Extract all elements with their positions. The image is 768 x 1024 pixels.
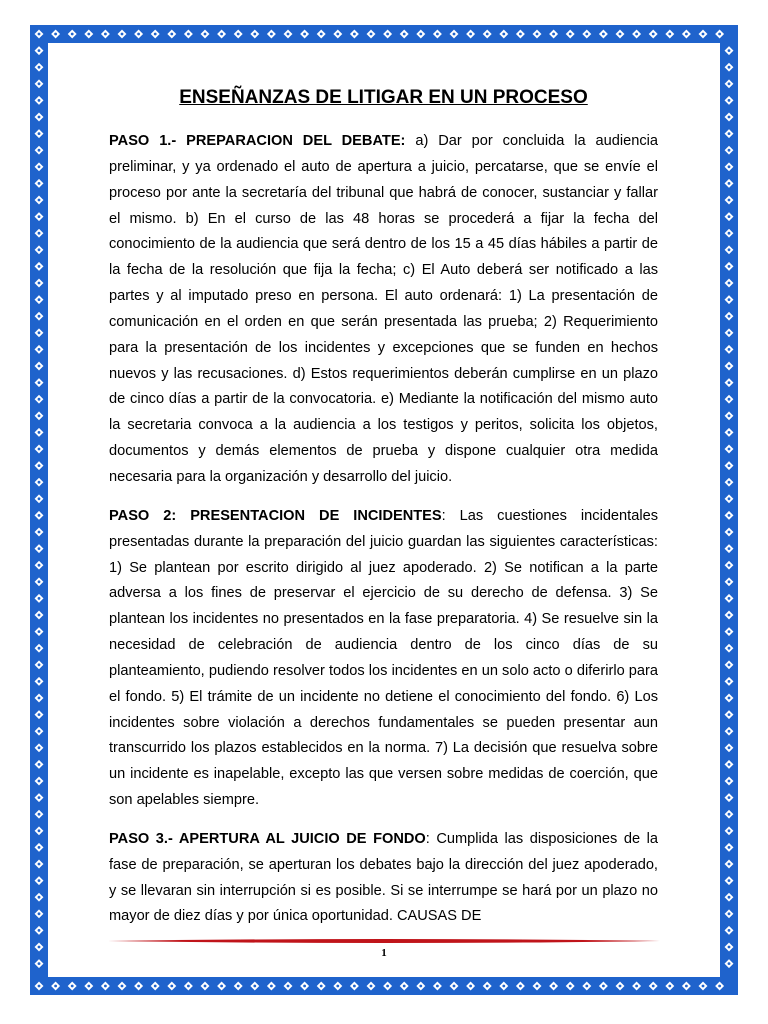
diamond-dot (585, 985, 588, 988)
diamond-dot (170, 33, 173, 36)
diamond-dot (170, 985, 173, 988)
paragraph-heading: PASO 1.- PREPARACION DEL DEBATE: (109, 133, 406, 149)
diamond-dot (728, 365, 731, 368)
footer-divider (108, 938, 660, 944)
diamond-dot (728, 398, 731, 401)
diamond-dot (121, 33, 124, 36)
diamond-dot (287, 33, 290, 36)
diamond-dot (728, 315, 731, 318)
diamond-dot (253, 33, 256, 36)
diamond-dot (370, 985, 373, 988)
diamond-dot (728, 846, 731, 849)
diamond-dot (728, 713, 731, 716)
diamond-dot (728, 813, 731, 816)
diamond-dot (220, 985, 223, 988)
diamond-dot (728, 647, 731, 650)
diamond-dot (38, 282, 41, 285)
diamond-dot (204, 985, 207, 988)
diamond-dot (728, 663, 731, 666)
diamond-dot (38, 99, 41, 102)
diamond-dot (38, 149, 41, 152)
diamond-dot (519, 985, 522, 988)
diamond-dot (71, 985, 74, 988)
diamond-dot (121, 985, 124, 988)
diamond-dot (38, 398, 41, 401)
diamond-dot (728, 879, 731, 882)
diamond-dot (728, 680, 731, 683)
diamond-dot (536, 33, 539, 36)
diamond-dot (728, 630, 731, 633)
diamond-dot (569, 33, 572, 36)
diamond-dot (728, 282, 731, 285)
diamond-dot (38, 846, 41, 849)
diamond-dot (436, 33, 439, 36)
diamond-dot (38, 730, 41, 733)
diamond-dot (728, 531, 731, 534)
diamond-dot (38, 829, 41, 832)
diamond-dot (38, 680, 41, 683)
diamond-dot (419, 33, 422, 36)
diamond-dot (38, 365, 41, 368)
diamond-dot (38, 564, 41, 567)
diamond-dot (728, 464, 731, 467)
diamond-dot (728, 514, 731, 517)
diamond-dot (38, 464, 41, 467)
diamond-dot (38, 614, 41, 617)
diamond-dot (668, 985, 671, 988)
diamond-dot (38, 863, 41, 866)
diamond-dot (303, 33, 306, 36)
diamond-dot (728, 614, 731, 617)
diamond-dot (38, 985, 41, 988)
diamond-dot (38, 647, 41, 650)
diamond-dot (54, 985, 57, 988)
diamond-dot (220, 33, 223, 36)
diamond-dot (728, 763, 731, 766)
diamond-dot (270, 33, 273, 36)
diamond-dot (38, 746, 41, 749)
diamond-dot (728, 116, 731, 119)
diamond-dot (552, 985, 555, 988)
diamond-dot (453, 33, 456, 36)
diamond-dot (38, 414, 41, 417)
diamond-dot (685, 33, 688, 36)
diamond-dot (728, 149, 731, 152)
diamond-dot (54, 33, 57, 36)
diamond-dot (602, 33, 605, 36)
diamond-dot (38, 199, 41, 202)
diamond-dot (38, 66, 41, 69)
diamond-dot (137, 985, 140, 988)
diamond-dot (728, 448, 731, 451)
paragraph-paso-2 (109, 504, 658, 814)
diamond-dot (38, 547, 41, 550)
diamond-dot (728, 431, 731, 434)
diamond-dot (336, 985, 339, 988)
diamond-dot (38, 531, 41, 534)
diamond-dot (38, 248, 41, 251)
paragraph-heading: PASO 2: PRESENTACION DE INCIDENTES (109, 507, 442, 524)
diamond-dot (38, 697, 41, 700)
diamond-dot (386, 33, 389, 36)
paragraph-paso-1 (109, 129, 658, 491)
diamond-dot (619, 33, 622, 36)
paragraph-paso-3 (109, 827, 658, 930)
diamond-dot (702, 985, 705, 988)
diamond-dot (187, 33, 190, 36)
diamond-dot (104, 33, 107, 36)
diamond-dot (38, 82, 41, 85)
diamond-dot (728, 796, 731, 799)
diamond-dot (38, 49, 41, 52)
diamond-dot (38, 381, 41, 384)
paragraph-text: a) Dar por concluida la audiencia preliminar, y ya ordenado el auto de apertura a juicio, percatarse, que se envíe el proceso por ante la secretaría del tribunal que habrá de conocer, sustanciar y fallar el mismo. b) En el curso de las 48 horas se procederá a fijar la fecha del conocimiento de la audiencia que será dentro de los 15 a 45 días hábiles a partir de la fecha de la resolución que fija la fecha; c) El Auto deberá ser notificado a las partes y al imputado preso en persona. El auto ordenará: 1) La presentación de comunicación en el orden en que serán presentada las prueba; 2) Requerimiento para la presentación de los incidentes y excepciones que se funden en hechos nuevos y las recusaciones. d) Estos requerimientos deberán cumplirse en un plazo de cinco días a partir de la convocatoria. e) Mediante la notificación del mismo auto la secretaria convoca a la audiencia a los testigos y peritos, solicita los objetos, documentos y demás elementos de prueba y dispone cualquier otra medida necesaria para la organización y desarrollo del juicio. (109, 133, 658, 485)
diamond-dot (728, 182, 731, 185)
diamond-dot (728, 697, 731, 700)
diamond-dot (718, 33, 721, 36)
diamond-dot (287, 985, 290, 988)
diamond-dot (486, 985, 489, 988)
diamond-dot (38, 33, 41, 36)
diamond-dot (728, 746, 731, 749)
diamond-dot (728, 896, 731, 899)
diamond-dot (38, 132, 41, 135)
diamond-dot (403, 985, 406, 988)
diamond-dot (38, 929, 41, 932)
diamond-dot (519, 33, 522, 36)
paragraph-heading: PASO 3.- APERTURA AL JUICIO DE FONDO (109, 830, 426, 847)
diamond-dot (38, 448, 41, 451)
diamond-dot (38, 663, 41, 666)
diamond-dot (71, 33, 74, 36)
document-body (109, 80, 658, 943)
diamond-dot (253, 985, 256, 988)
diamond-dot (728, 580, 731, 583)
diamond-dot (453, 985, 456, 988)
diamond-dot (38, 348, 41, 351)
diamond-dot (38, 315, 41, 318)
diamond-dot (728, 829, 731, 832)
diamond-dot (728, 199, 731, 202)
diamond-dot (728, 381, 731, 384)
diamond-dot (502, 33, 505, 36)
diamond-dot (728, 99, 731, 102)
diamond-dot (38, 597, 41, 600)
diamond-dot (38, 116, 41, 119)
diamond-dot (728, 49, 731, 52)
diamond-dot (38, 713, 41, 716)
diamond-dot (728, 265, 731, 268)
diamond-dot (728, 481, 731, 484)
diamond-dot (728, 962, 731, 965)
diamond-dot (38, 481, 41, 484)
diamond-dot (619, 985, 622, 988)
diamond-dot (469, 33, 472, 36)
diamond-dot (635, 33, 638, 36)
diamond-dot (419, 985, 422, 988)
diamond-dot (685, 985, 688, 988)
diamond-dot (187, 985, 190, 988)
diamond-dot (38, 298, 41, 301)
diamond-dot (702, 33, 705, 36)
diamond-dot (728, 165, 731, 168)
diamond-dot (728, 232, 731, 235)
diamond-dot (536, 985, 539, 988)
diamond-dot (38, 215, 41, 218)
diamond-dot (38, 182, 41, 185)
diamond-dot (38, 962, 41, 965)
diamond-dot (87, 985, 90, 988)
page-number: 1 (381, 947, 387, 959)
diamond-dot (38, 580, 41, 583)
diamond-dot (104, 985, 107, 988)
diamond-dot (336, 33, 339, 36)
diamond-dot (728, 215, 731, 218)
diamond-dot (38, 630, 41, 633)
diamond-dot (386, 985, 389, 988)
diamond-dot (502, 985, 505, 988)
diamond-dot (635, 985, 638, 988)
diamond-dot (436, 985, 439, 988)
diamond-dot (728, 248, 731, 251)
diamond-dot (469, 985, 472, 988)
diamond-dot (728, 298, 731, 301)
diamond-dot (270, 985, 273, 988)
diamond-dot (353, 985, 356, 988)
diamond-dot (728, 597, 731, 600)
diamond-dot (38, 165, 41, 168)
diamond-dot (486, 33, 489, 36)
diamond-dot (585, 33, 588, 36)
diamond-dot (38, 796, 41, 799)
diamond-dot (728, 912, 731, 915)
diamond-dot (320, 985, 323, 988)
diamond-dot (38, 763, 41, 766)
diamond-dot (38, 232, 41, 235)
diamond-dot (87, 33, 90, 36)
diamond-dot (38, 780, 41, 783)
diamond-dot (728, 66, 731, 69)
diamond-dot (668, 33, 671, 36)
diamond-dot (602, 985, 605, 988)
diamond-dot (38, 497, 41, 500)
diamond-dot (652, 985, 655, 988)
diamond-dot (38, 265, 41, 268)
document-title: ENSEÑANZAS DE LITIGAR EN UN PROCESO (179, 87, 588, 108)
diamond-dot (38, 896, 41, 899)
diamond-dot (403, 33, 406, 36)
diamond-dot (728, 564, 731, 567)
diamond-dot (728, 497, 731, 500)
paragraph-text: : Cumplida las disposiciones de la fase de preparación, se aperturan los debates bajo la dirección del juez apoderado, y se llevaran sin interrupción si es posible. Si se interrumpe se hará por un plazo no mayor de diez días y por única oportunidad. CAUSAS DE (109, 830, 658, 925)
diamond-dot (237, 33, 240, 36)
diamond-dot (320, 33, 323, 36)
diamond-dot (154, 985, 157, 988)
diamond-dot (237, 985, 240, 988)
diamond-dot (728, 331, 731, 334)
diamond-dot (728, 929, 731, 932)
diamond-dot (728, 132, 731, 135)
diamond-dot (38, 331, 41, 334)
diamond-dot (353, 33, 356, 36)
diamond-dot (38, 879, 41, 882)
diamond-dot (204, 33, 207, 36)
paragraph-text: : Las cuestiones incidentales presentadas durante la preparación del juicio guardan las siguientes características: 1) Se plantean por escrito dirigido al juez apoderado. 2) Se notifican a la parte adversa a los fines de preservar el ejercicio de su derecho de defensa. 3) Se plantean los incidentes no presentados en la fase preparatoria. 4) Se resuelve sin la necesidad de celebración de audiencia dentro de los cinco días de su planteamiento, pudiendo resolver todos los incidentes en un solo acto o diferirlo para el fondo. 5) El trámite de un incidente no detiene el conocimiento del fondo. 6) Los incidentes sobre violación a derechos fundamentales se pueden presentar aun transcurrido los plazos establecidos en la norma. 7) La decisión que resuelva sobre un incidente es inapelable, excepto las que versen sobre medidas de coerción, que son apelables siempre. (109, 507, 658, 809)
diamond-dot (569, 985, 572, 988)
diamond-dot (728, 547, 731, 550)
diamond-dot (38, 912, 41, 915)
diamond-dot (38, 813, 41, 816)
diamond-dot (728, 414, 731, 417)
diamond-dot (38, 431, 41, 434)
diamond-dot (728, 348, 731, 351)
diamond-dot (728, 730, 731, 733)
diamond-dot (370, 33, 373, 36)
diamond-dot (137, 33, 140, 36)
diamond-dot (552, 33, 555, 36)
diamond-dot (38, 514, 41, 517)
diamond-dot (154, 33, 157, 36)
diamond-dot (652, 33, 655, 36)
diamond-dot (728, 780, 731, 783)
diamond-dot (728, 863, 731, 866)
diamond-dot (728, 82, 731, 85)
diamond-dot (303, 985, 306, 988)
diamond-dot (718, 985, 721, 988)
